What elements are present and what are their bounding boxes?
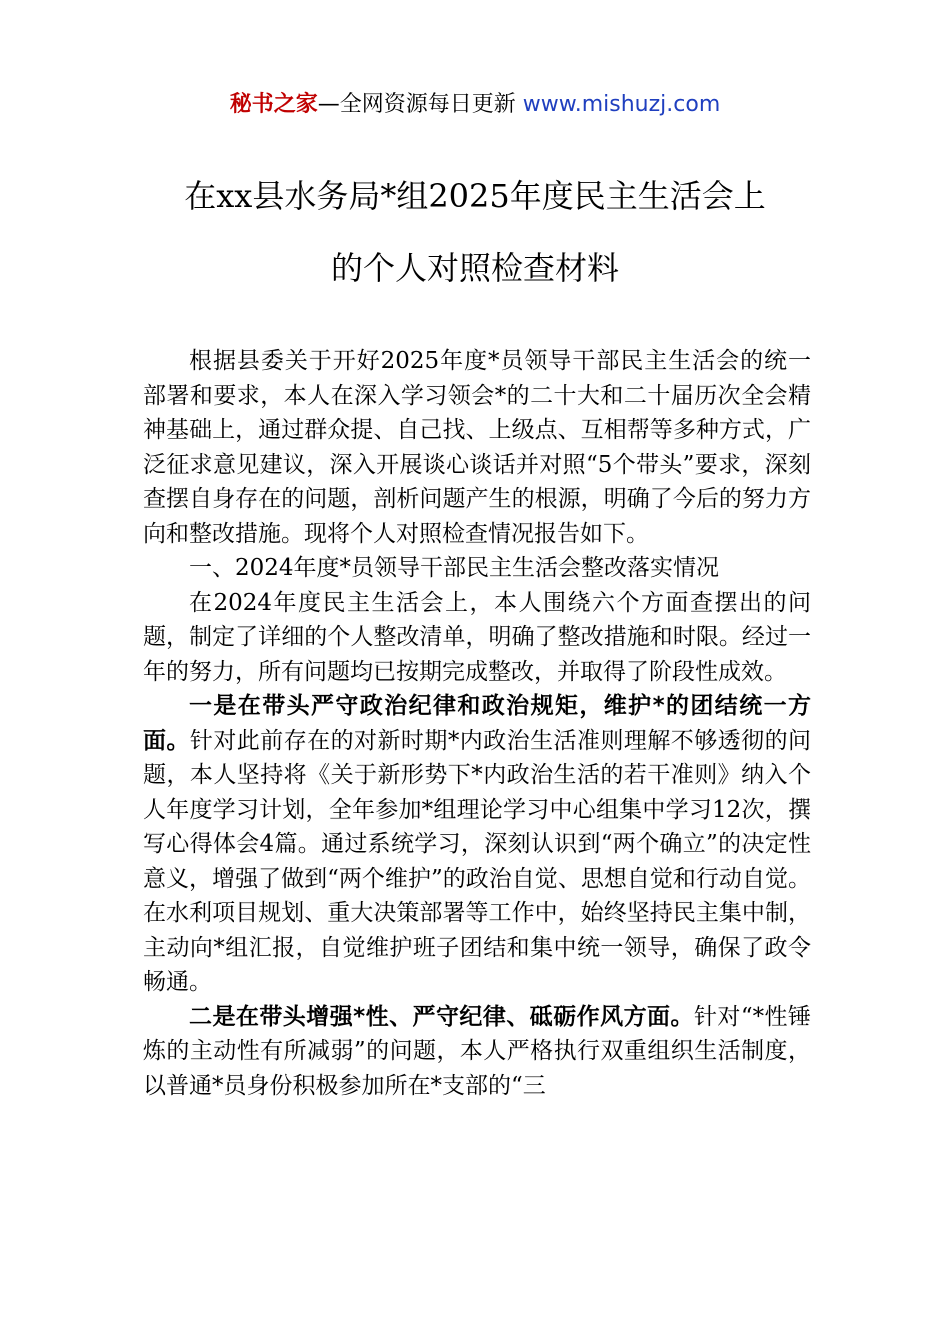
title-line-2: 的个人对照检查材料 xyxy=(330,249,619,287)
section-1-heading: 一、2024年度*员领导干部民主生活会整改落实情况 xyxy=(189,555,720,581)
site-tagline: —全网资源每日更新 xyxy=(317,92,523,117)
site-url-link[interactable]: www.mishuzj.com xyxy=(522,92,721,117)
item-2-paragraph xyxy=(143,1000,811,1104)
site-header xyxy=(0,88,950,122)
item-2-lead: 二是在带头增强*性、严守纪律、砥砺作风方面。 xyxy=(189,1003,694,1030)
document-title xyxy=(0,160,950,304)
document-body xyxy=(143,344,811,1103)
section-1-paragraph: 在2024年度民主生活会上，本人围绕六个方面查摆出的问题，制定了详细的个人整改清单，明确了整改措施和时限。经过一年的努力，所有问题均已按期完成整改，并取得了阶段性成效。 xyxy=(143,589,811,685)
site-brand: 秘书之家 xyxy=(229,92,318,117)
title-line-1: 在xx县水务局*组2025年度民主生活会上 xyxy=(184,177,766,215)
item-1-text: 针对此前存在的对新时期*内政治生活准则理解不够透彻的问题，本人坚持将《关于新形势下*内政治生活的若干准则》纳入个人年度学习计划，全年参加*组理论学习中心组集中学习12次，撰写心得体会4篇。通过系统学习，深刻认识到“两个确立”的决定性意义，增强了做到“两个维护”的政治自觉、思想自觉和行动自觉。在水利项目规划、重大决策部署等工作中，始终坚持民主集中制，主动向*组汇报，自觉维护班子团结和集中统一领导，确保了政令畅通。 xyxy=(143,727,812,995)
item-1-lead: 一是在带头严守政治纪律和政治规矩，维护*的团结统一方面。 xyxy=(143,693,811,754)
item-1-paragraph xyxy=(143,689,811,1000)
item-2-text: 针对“*性锤炼的主动性有所减弱”的问题，本人严格执行双重组织生活制度，以普通*员身份积极参加所在*支部的“三 xyxy=(143,1003,811,1099)
intro-paragraph: 根据县委关于开好2025年度*员领导干部民主生活会的统一部署和要求，本人在深入学习领会*的二十大和二十届历次全会精神基础上，通过群众提、自己找、上级点、互相帮等多种方式，广泛征求意见建议，深入开展谈心谈话并对照“5个带头”要求，深刻查摆自身存在的问题，剖析问题产生的根源，明确了今后的努力方向和整改措施。现将个人对照检查情况报告如下。 xyxy=(143,348,811,547)
